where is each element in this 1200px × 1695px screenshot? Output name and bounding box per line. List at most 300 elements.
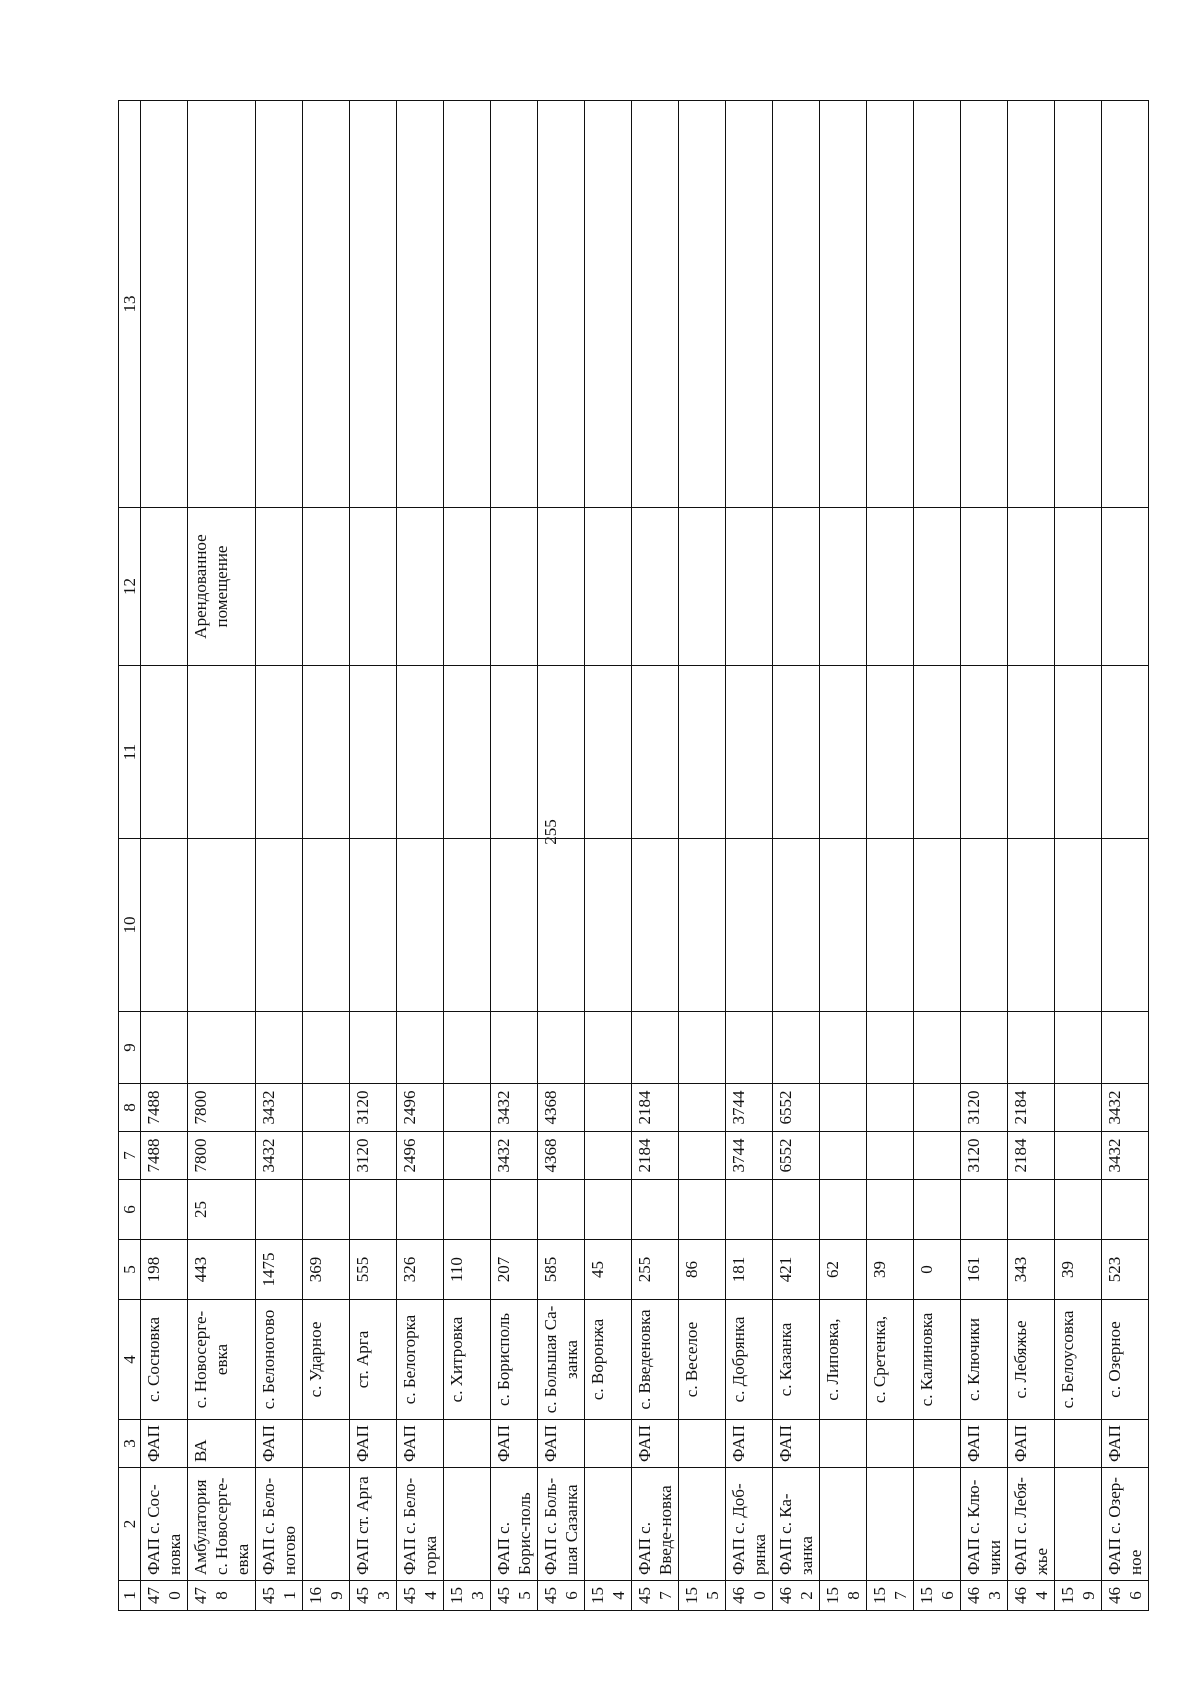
cell-c1: 464: [1008, 1581, 1055, 1611]
cell-c12: [820, 508, 867, 666]
cell-c2: ФАП с. Лебя-жье: [1008, 1468, 1055, 1581]
cell-c5: 39: [1055, 1240, 1102, 1300]
cell-c5: 62: [820, 1240, 867, 1300]
table-row: [914, 101, 961, 1611]
cell-c2: [820, 1468, 867, 1581]
cell-c4: с. Белогорка: [397, 1300, 444, 1420]
table-row: [867, 101, 914, 1611]
cell-c7: 3120: [961, 1132, 1008, 1180]
cell-c1: 169: [303, 1581, 350, 1611]
cell-c9: [726, 1012, 773, 1084]
cell-c1: 454: [397, 1581, 444, 1611]
header-cell: 13: [119, 101, 141, 508]
cell-c2: ФАП с. Введе-новка: [632, 1468, 679, 1581]
table-row: [679, 101, 726, 1611]
cell-c8: 6552: [773, 1084, 820, 1132]
cell-c6: [632, 1180, 679, 1240]
cell-c3: ФАП: [491, 1420, 538, 1468]
cell-c11: [256, 666, 303, 839]
cell-c8: [820, 1084, 867, 1132]
cell-c10: [773, 839, 820, 1012]
table-row: [1008, 101, 1055, 1611]
cell-c3: ФАП: [726, 1420, 773, 1468]
cell-c10: [1055, 839, 1102, 1012]
cell-c5: 326: [397, 1240, 444, 1300]
cell-c13: [350, 101, 397, 508]
cell-c5: 585: [538, 1240, 585, 1300]
cell-c7: 2496: [397, 1132, 444, 1180]
cell-c8: [914, 1084, 961, 1132]
cell-c3: ФАП: [256, 1420, 303, 1468]
cell-c3: [585, 1420, 632, 1468]
cell-c7: 3432: [256, 1132, 303, 1180]
cell-c7: [867, 1132, 914, 1180]
cell-c13: [1055, 101, 1102, 508]
cell-c9: [350, 1012, 397, 1084]
cell-c12: [491, 508, 538, 666]
table-row: [256, 101, 303, 1611]
header-cell: 5: [119, 1240, 141, 1300]
cell-c10: [303, 839, 350, 1012]
table-row: [1102, 101, 1149, 1611]
cell-c12: [1055, 508, 1102, 666]
cell-c1: 463: [961, 1581, 1008, 1611]
cell-c11: [820, 666, 867, 839]
table-row: [397, 101, 444, 1611]
table-row: [961, 101, 1008, 1611]
cell-c4: с. Большая Са-занка: [538, 1300, 585, 1420]
cell-c7: 3744: [726, 1132, 773, 1180]
cell-c11: [632, 666, 679, 839]
cell-c2: ФАП с. Бело-горка: [397, 1468, 444, 1581]
cell-c11: [679, 666, 726, 839]
cell-c4: с. Ключики: [961, 1300, 1008, 1420]
cell-c8: 7800: [188, 1084, 256, 1132]
cell-c4: с. Белоногово: [256, 1300, 303, 1420]
cell-c7: 3432: [1102, 1132, 1149, 1180]
cell-c5: 110: [444, 1240, 491, 1300]
cell-c12: [961, 508, 1008, 666]
cell-c11: [188, 666, 256, 839]
cell-c1: 456: [538, 1581, 585, 1611]
table-row: [350, 101, 397, 1611]
cell-c11: [538, 666, 585, 839]
cell-c6: [914, 1180, 961, 1240]
cell-c11: [726, 666, 773, 839]
cell-c11: [1008, 666, 1055, 839]
cell-c9: [820, 1012, 867, 1084]
cell-c1: 455: [491, 1581, 538, 1611]
cell-c3: ФАП: [397, 1420, 444, 1468]
cell-c10: [141, 839, 188, 1012]
cell-c12: [867, 508, 914, 666]
cell-c3: [303, 1420, 350, 1468]
cell-c2: [914, 1468, 961, 1581]
cell-c12: [141, 508, 188, 666]
cell-c9: [632, 1012, 679, 1084]
cell-c9: [1055, 1012, 1102, 1084]
cell-c13: [188, 101, 256, 508]
cell-c10: [820, 839, 867, 1012]
cell-c3: ФАП: [538, 1420, 585, 1468]
cell-c1: 159: [1055, 1581, 1102, 1611]
cell-c5: 0: [914, 1240, 961, 1300]
cell-c10: [1102, 839, 1149, 1012]
facilities-table: [118, 100, 1149, 1611]
cell-c2: [444, 1468, 491, 1581]
cell-c12: [538, 508, 585, 666]
cell-c3: ФАП: [632, 1420, 679, 1468]
cell-c5: 369: [303, 1240, 350, 1300]
cell-c1: 453: [350, 1581, 397, 1611]
cell-c11: [1055, 666, 1102, 839]
cell-c10: [961, 839, 1008, 1012]
cell-c3: ФАП: [1008, 1420, 1055, 1468]
table-row: [538, 101, 585, 1611]
cell-c12: Арендованное помещение: [188, 508, 256, 666]
cell-c9: [1008, 1012, 1055, 1084]
cell-c5: 161: [961, 1240, 1008, 1300]
cell-c9: [679, 1012, 726, 1084]
table-row: [1055, 101, 1102, 1611]
cell-c3: ФАП: [350, 1420, 397, 1468]
cell-c10: [914, 839, 961, 1012]
cell-c5: 421: [773, 1240, 820, 1300]
cell-c13: [632, 101, 679, 508]
cell-c1: 153: [444, 1581, 491, 1611]
cell-c7: [444, 1132, 491, 1180]
cell-c9: [256, 1012, 303, 1084]
cell-c8: 3432: [256, 1084, 303, 1132]
cell-c6: [1102, 1180, 1149, 1240]
cell-c11: [914, 666, 961, 839]
cell-c7: 4368: [538, 1132, 585, 1180]
cell-c5: 1475: [256, 1240, 303, 1300]
cell-c1: 460: [726, 1581, 773, 1611]
table-row: [444, 101, 491, 1611]
cell-c2: ФАП с. Бело-ногово: [256, 1468, 303, 1581]
cell-c4: с. Лебяжье: [1008, 1300, 1055, 1420]
header-cell: 6: [119, 1180, 141, 1240]
cell-c3: ФАП: [141, 1420, 188, 1468]
cell-c1: 154: [585, 1581, 632, 1611]
cell-c4: с. Казанка: [773, 1300, 820, 1420]
cell-c6: [397, 1180, 444, 1240]
header-row: [119, 101, 141, 1611]
header-cell: 8: [119, 1084, 141, 1132]
cell-c4: с. Веселое: [679, 1300, 726, 1420]
cell-c5: 198: [141, 1240, 188, 1300]
cell-c6: [491, 1180, 538, 1240]
cell-c9: [914, 1012, 961, 1084]
cell-c13: [397, 101, 444, 508]
cell-c12: [303, 508, 350, 666]
table-row: [820, 101, 867, 1611]
cell-c6: [350, 1180, 397, 1240]
cell-c1: 158: [820, 1581, 867, 1611]
header-cell: 7: [119, 1132, 141, 1180]
cell-c10: [867, 839, 914, 1012]
cell-c7: 7488: [141, 1132, 188, 1180]
cell-c9: [444, 1012, 491, 1084]
cell-c6: [538, 1180, 585, 1240]
cell-c10: [1008, 839, 1055, 1012]
cell-c8: [585, 1084, 632, 1132]
cell-c9: [867, 1012, 914, 1084]
cell-c13: [538, 101, 585, 508]
cell-c13: [867, 101, 914, 508]
cell-c6: [585, 1180, 632, 1240]
cell-c5: 255: [632, 1240, 679, 1300]
cell-c6: [867, 1180, 914, 1240]
cell-c1: 457: [632, 1581, 679, 1611]
cell-c1: 466: [1102, 1581, 1149, 1611]
header-cell: 9: [119, 1012, 141, 1084]
cell-c11: [350, 666, 397, 839]
cell-c2: [585, 1468, 632, 1581]
cell-c7: [820, 1132, 867, 1180]
cell-c9: [188, 1012, 256, 1084]
cell-c9: [397, 1012, 444, 1084]
cell-c2: ФАП с. Клю-чики: [961, 1468, 1008, 1581]
cell-c8: 3744: [726, 1084, 773, 1132]
cell-c13: [961, 101, 1008, 508]
cell-c13: [773, 101, 820, 508]
cell-c4: с. Липовка,: [820, 1300, 867, 1420]
table-row: [632, 101, 679, 1611]
cell-c6: [1008, 1180, 1055, 1240]
cell-c10: [397, 839, 444, 1012]
cell-c9: [141, 1012, 188, 1084]
cell-c4: с. Введеновка: [632, 1300, 679, 1420]
cell-c8: 3120: [350, 1084, 397, 1132]
cell-c11: [491, 666, 538, 839]
cell-c8: 2184: [632, 1084, 679, 1132]
cell-c5: 523: [1102, 1240, 1149, 1300]
rotated-table-area: [118, 101, 1145, 1611]
cell-c12: [632, 508, 679, 666]
cell-c13: [1102, 101, 1149, 508]
cell-c4: с. Сосновка: [141, 1300, 188, 1420]
cell-c12: [1102, 508, 1149, 666]
cell-c10: [632, 839, 679, 1012]
cell-c9: [303, 1012, 350, 1084]
cell-c12: [350, 508, 397, 666]
cell-c11: [303, 666, 350, 839]
cell-c2: Амбулатория с. Новосерге-евка: [188, 1468, 256, 1581]
cell-c11: [961, 666, 1008, 839]
cell-c10: [585, 839, 632, 1012]
cell-c3: [867, 1420, 914, 1468]
header-cell: 2: [119, 1468, 141, 1581]
cell-c8: 3432: [491, 1084, 538, 1132]
cell-c2: [1055, 1468, 1102, 1581]
cell-c1: 156: [914, 1581, 961, 1611]
cell-c10: [350, 839, 397, 1012]
table-row: [491, 101, 538, 1611]
cell-c8: 3432: [1102, 1084, 1149, 1132]
cell-c5: 207: [491, 1240, 538, 1300]
cell-c5: 86: [679, 1240, 726, 1300]
cell-c2: ФАП с. Сос-новка: [141, 1468, 188, 1581]
cell-c8: [867, 1084, 914, 1132]
cell-c10: [491, 839, 538, 1012]
cell-c4: с. Добрянка: [726, 1300, 773, 1420]
cell-c3: [914, 1420, 961, 1468]
cell-c2: [867, 1468, 914, 1581]
cell-c2: [303, 1468, 350, 1581]
cell-c2: ФАП с. Доб-рянка: [726, 1468, 773, 1581]
cell-c2: ФАП с. Ка-занка: [773, 1468, 820, 1581]
cell-c11: [585, 666, 632, 839]
cell-c7: [585, 1132, 632, 1180]
cell-c7: 2184: [632, 1132, 679, 1180]
cell-c4: с. Озерное: [1102, 1300, 1149, 1420]
cell-c9: [961, 1012, 1008, 1084]
cell-c3: [444, 1420, 491, 1468]
page-number: 255: [541, 819, 560, 845]
cell-c12: [1008, 508, 1055, 666]
cell-c5: 343: [1008, 1240, 1055, 1300]
cell-c1: 155: [679, 1581, 726, 1611]
cell-c2: ФАП ст. Арга: [350, 1468, 397, 1581]
cell-c10: [444, 839, 491, 1012]
cell-c3: [679, 1420, 726, 1468]
cell-c1: 157: [867, 1581, 914, 1611]
cell-c7: [303, 1132, 350, 1180]
cell-c9: [538, 1012, 585, 1084]
cell-c6: [726, 1180, 773, 1240]
cell-c5: 555: [350, 1240, 397, 1300]
cell-c8: 4368: [538, 1084, 585, 1132]
table-row: [303, 101, 350, 1611]
cell-c4: с. Новосерге-евка: [188, 1300, 256, 1420]
cell-c8: 2184: [1008, 1084, 1055, 1132]
cell-c7: [1055, 1132, 1102, 1180]
table-body: [119, 101, 1149, 1611]
cell-c11: [1102, 666, 1149, 839]
cell-c8: [1055, 1084, 1102, 1132]
cell-c10: [538, 839, 585, 1012]
cell-c2: ФАП с. Борис-поль: [491, 1468, 538, 1581]
cell-c6: [303, 1180, 350, 1240]
cell-c4: с. Воронжа: [585, 1300, 632, 1420]
cell-c8: [444, 1084, 491, 1132]
cell-c11: [397, 666, 444, 839]
cell-c7: 3120: [350, 1132, 397, 1180]
cell-c12: [444, 508, 491, 666]
cell-c13: [141, 101, 188, 508]
cell-c13: [1008, 101, 1055, 508]
cell-c13: [585, 101, 632, 508]
cell-c12: [679, 508, 726, 666]
cell-c13: [726, 101, 773, 508]
cell-c13: [444, 101, 491, 508]
cell-c1: 478: [188, 1581, 256, 1611]
cell-c9: [585, 1012, 632, 1084]
header-cell: 4: [119, 1300, 141, 1420]
cell-c7: 6552: [773, 1132, 820, 1180]
cell-c7: 2184: [1008, 1132, 1055, 1180]
cell-c3: [1055, 1420, 1102, 1468]
cell-c4: с. Борисполь: [491, 1300, 538, 1420]
table-row: [773, 101, 820, 1611]
cell-c6: [773, 1180, 820, 1240]
header-cell: 10: [119, 839, 141, 1012]
cell-c5: 181: [726, 1240, 773, 1300]
cell-c4: с. Белоусовка: [1055, 1300, 1102, 1420]
header-cell: 1: [119, 1581, 141, 1611]
cell-c3: [820, 1420, 867, 1468]
cell-c6: [256, 1180, 303, 1240]
cell-c9: [491, 1012, 538, 1084]
cell-c7: [679, 1132, 726, 1180]
cell-c6: [679, 1180, 726, 1240]
cell-c12: [726, 508, 773, 666]
cell-c6: [141, 1180, 188, 1240]
cell-c11: [444, 666, 491, 839]
cell-c3: ФАП: [961, 1420, 1008, 1468]
cell-c8: [679, 1084, 726, 1132]
cell-c13: [679, 101, 726, 508]
table-row: [585, 101, 632, 1611]
cell-c9: [1102, 1012, 1149, 1084]
table-row: [726, 101, 773, 1611]
cell-c12: [256, 508, 303, 666]
cell-c6: [961, 1180, 1008, 1240]
cell-c11: [773, 666, 820, 839]
cell-c4: с. Хитровка: [444, 1300, 491, 1420]
header-cell: 3: [119, 1420, 141, 1468]
cell-c10: [256, 839, 303, 1012]
cell-c7: 3432: [491, 1132, 538, 1180]
cell-c11: [141, 666, 188, 839]
cell-c9: [773, 1012, 820, 1084]
cell-c10: [679, 839, 726, 1012]
cell-c12: [397, 508, 444, 666]
cell-c8: [303, 1084, 350, 1132]
cell-c6: [820, 1180, 867, 1240]
cell-c3: ФАП: [773, 1420, 820, 1468]
cell-c11: [867, 666, 914, 839]
cell-c13: [303, 101, 350, 508]
cell-c5: 39: [867, 1240, 914, 1300]
cell-c3: ФАП: [1102, 1420, 1149, 1468]
cell-c4: с. Сретенка,: [867, 1300, 914, 1420]
cell-c1: 462: [773, 1581, 820, 1611]
header-cell: 12: [119, 508, 141, 666]
cell-c2: ФАП с. Боль-шая Сазанка: [538, 1468, 585, 1581]
cell-c8: 2496: [397, 1084, 444, 1132]
cell-c4: с. Калиновка: [914, 1300, 961, 1420]
cell-c4: с. Ударное: [303, 1300, 350, 1420]
cell-c2: ФАП с. Озер-ное: [1102, 1468, 1149, 1581]
cell-c13: [820, 101, 867, 508]
cell-c12: [914, 508, 961, 666]
cell-c13: [914, 101, 961, 508]
cell-c8: 7488: [141, 1084, 188, 1132]
cell-c7: 7800: [188, 1132, 256, 1180]
table-row: [141, 101, 188, 1611]
cell-c6: [444, 1180, 491, 1240]
header-cell: 11: [119, 666, 141, 839]
cell-c7: [914, 1132, 961, 1180]
table-row: [188, 101, 256, 1611]
cell-c4: ст. Арга: [350, 1300, 397, 1420]
cell-c10: [726, 839, 773, 1012]
cell-c3: ВА: [188, 1420, 256, 1468]
cell-c1: 470: [141, 1581, 188, 1611]
